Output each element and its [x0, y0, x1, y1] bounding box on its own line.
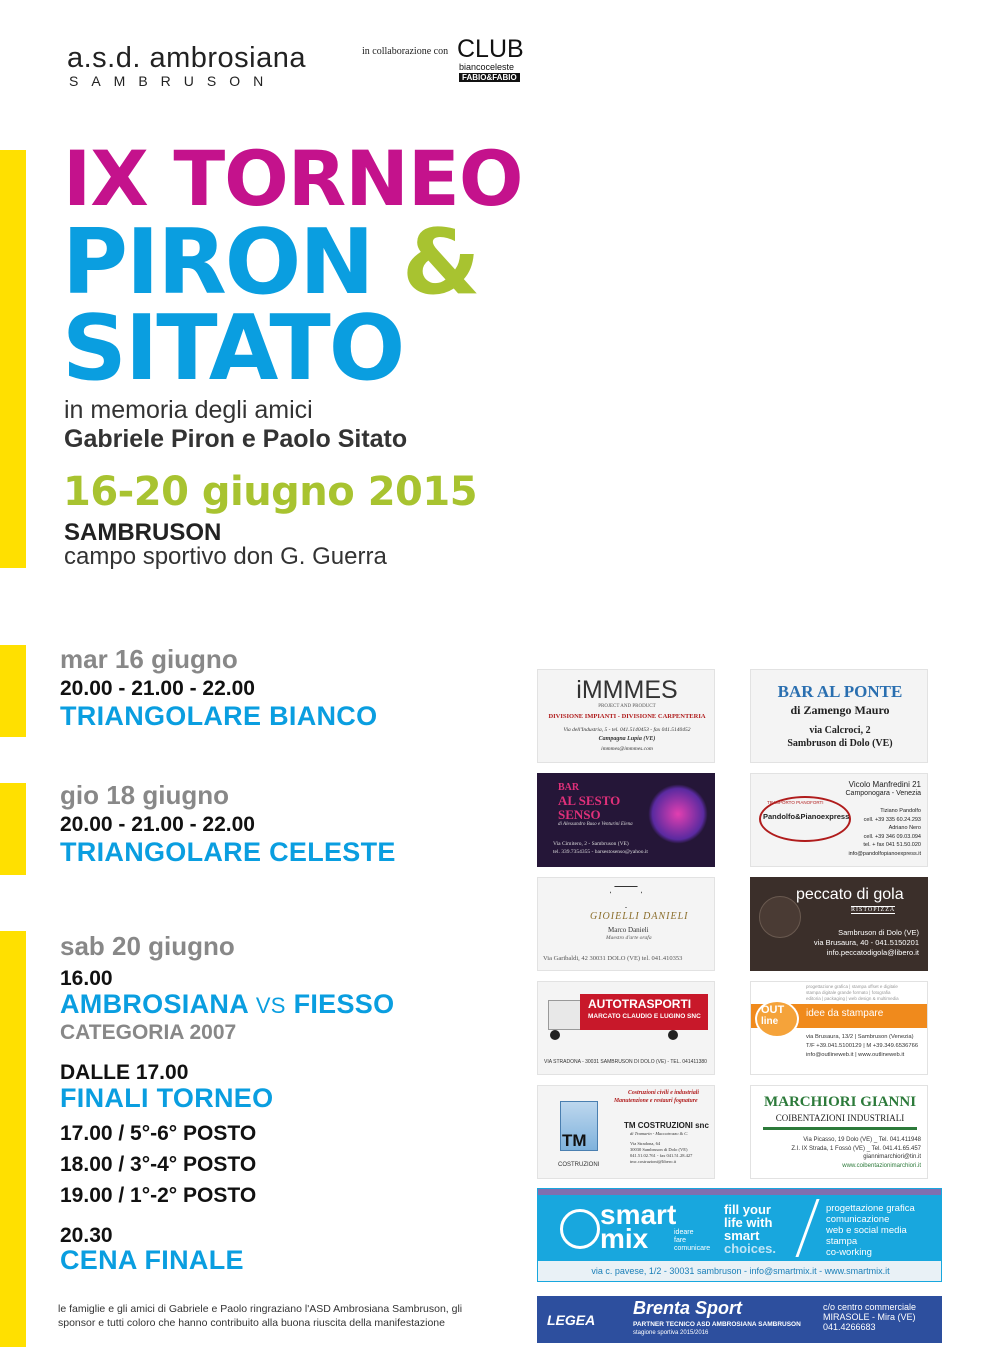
sesto-senso-owner: di Alessandro Buso e Venturini Elena [558, 822, 633, 827]
peccato-email: info.peccatodigola@libero.it [826, 948, 919, 957]
marchiori-contact: giannimarchiori@tin.it [863, 1154, 921, 1160]
smartmix-divider [795, 1199, 819, 1257]
day3-time2: DALLE 17.00 [60, 1061, 189, 1084]
ampersand: & [401, 210, 479, 315]
marchiori-contact: www.coibentazionimarchiori.it [842, 1162, 921, 1169]
outline-contact: via Brusaura, 13/2 | Sambruson (Venezia) [806, 1034, 914, 1040]
club-subtitle: biancoceleste [459, 62, 515, 72]
smartmix-tag: fare [674, 1237, 687, 1244]
pandolfo-addr2: Camponogara - Venezia [845, 790, 921, 797]
match-category: CATEGORIA 2007 [60, 1021, 237, 1044]
peccato-addr2: via Brusaura, 40 - 041.5150201 [813, 938, 919, 947]
club-logo: CLUB [457, 35, 524, 63]
smartmix-slogan [724, 1203, 776, 1255]
brenta-contact: 041.4266683 [823, 1322, 876, 1332]
tournament-dates: 16-20 giugno 2015 [63, 469, 478, 515]
pitch-artwork [560, 0, 984, 640]
tm-owner: di Tramarin - Maccatrozzo & C. [630, 1131, 689, 1136]
smartmix-service: progettazione grafica [826, 1203, 915, 1214]
day1-times: 20.00 - 21.00 - 22.00 [60, 677, 255, 700]
smartmix-tag: ideare [674, 1229, 694, 1236]
sesto-senso-name3: SENSO [558, 807, 601, 822]
marchiori-contacts [791, 1136, 921, 1170]
day3-label: sab 20 giugno [60, 931, 235, 961]
pandolfo-contact: info@pandolfopianoexpress.it [848, 850, 921, 857]
tm-contact: 041.51.02.761 - fax 041.51.28.427 [630, 1153, 693, 1158]
gioielli-person: Marco Danieli [608, 926, 649, 934]
smartmix-slogan-line: choices. [724, 1241, 777, 1256]
smartmix-slogan-line: smart [724, 1228, 760, 1243]
smartmix-service: web e social media [826, 1225, 907, 1236]
peccato-tag: RISTOPIZZA [851, 907, 896, 913]
immmes-line4: immmes@immmes.com [601, 746, 653, 752]
gioielli-addr: Via Garibaldi, 42 30031 DOLO (VE) tel. 041.410353 [543, 955, 683, 962]
dinner-label: CENA FINALE [60, 1245, 244, 1275]
autotrasporti-name: AUTOTRASPORTI [588, 997, 692, 1011]
marchiori-contact: Z.I. IX Strada, 1 Fossò (VE) _ Tel. 041.41.65.457 [791, 1145, 921, 1152]
immmes-line2: Via dell'Industria, 5 - tel. 041.5140453 - fax 041.5140452 [563, 727, 691, 733]
thanks-note: le famiglie e gli amici di Gabriele e Paolo ringraziano l'ASD Ambrosiana Sambruson, gli sponsor e tutti coloro che hanno contribuito alla buona riuscita della manifestazione [58, 1303, 463, 1329]
smartmix-footer: via c. pavese, 1/2 - 30031 sambruson - info@smartmix.it - www.smartmix.it [591, 1266, 890, 1276]
sesto-senso-phone: tel. 339.7354355 - barsestosenso@yahoo.it [553, 849, 648, 855]
outline-service: progettazione grafica | stampa offset e digitale [806, 984, 898, 989]
finals-label: FINALI TORNEO [60, 1083, 274, 1113]
day3-time1: 16.00 [60, 967, 113, 990]
pandolfo-addr1: Vicolo Manfredini 21 [848, 780, 921, 789]
sponsor-peccato-di-gola [750, 877, 928, 971]
sponsor-immmes [537, 669, 715, 763]
immmes-tag: PROJECT AND PRODUCT [598, 704, 656, 709]
collaboration-label: in collaborazione con [362, 46, 449, 57]
pandolfo-contact: cell. +39 346 09.03.094 [863, 833, 921, 840]
pandolfo-brand: Pandolfo&Pianoexpress [763, 812, 850, 821]
bar-ponte-addr2: Sambruson di Dolo (VE) [787, 738, 893, 749]
day1-label: mar 16 giugno [60, 644, 238, 674]
sponsor-pandolfo [750, 773, 928, 867]
smartmix-slogan-line: life with [724, 1215, 773, 1230]
sponsor-marchiori [750, 1085, 928, 1179]
bar-ponte-owner: di Zamengo Mauro [790, 703, 890, 717]
pandolfo-contacts [848, 807, 921, 858]
diamond-icon [610, 886, 642, 908]
finals-slot: 18.00 / 3°-4° POSTO [60, 1153, 257, 1176]
sesto-senso-name1: BAR [558, 782, 580, 793]
peccato-addr1: Sambruson di Dolo (VE) [838, 928, 919, 937]
tm-line2: Manutenzione e restauri fognature [614, 1098, 698, 1104]
sponsor-sesto-senso [537, 773, 715, 867]
accent-bar [0, 783, 26, 875]
organizer-town: SAMBRUSON [69, 73, 277, 89]
day2-event: TRIANGOLARE CELESTE [60, 837, 396, 867]
truck-wheel-icon [550, 1030, 560, 1040]
tournament-edition: IX TORNEO [63, 134, 523, 223]
outline-contacts [806, 1033, 918, 1060]
sponsor-outline [750, 981, 928, 1075]
sponsor-bar-al-ponte [750, 669, 928, 763]
brenta-name: Brenta Sport [633, 1298, 743, 1318]
tm-line1: Costruzioni civili e industriali [628, 1090, 700, 1096]
outline-services [806, 984, 899, 1002]
marchiori-name: MARCHIORI GIANNI [763, 1094, 917, 1110]
tournament-name-line1: PIRON & [62, 210, 479, 315]
truck-cab-icon [548, 1000, 582, 1030]
immmes-line3: Campagna Lupia (VE) [598, 736, 656, 742]
day1-event: TRIANGOLARE BIANCO [60, 701, 378, 731]
accent-bar [0, 150, 26, 568]
smartmix-service: comunicazione [826, 1214, 890, 1225]
smartmix-slogan-line: fill your [724, 1202, 771, 1217]
finals-slot: 19.00 / 1°-2° POSTO [60, 1184, 257, 1207]
brenta-sub1: PARTNER TECNICO ASD AMBROSIANA SAMBRUSON [633, 1321, 801, 1328]
tm-logo-sub: COSTRUZIONI [558, 1162, 600, 1168]
sesto-senso-graphic [648, 784, 708, 844]
pandolfo-brand-top: TRASPORTO PIANOFORTI [767, 800, 824, 805]
outline-logo-text2: line [761, 1016, 779, 1027]
marchiori-contact: Via Picasso, 19 Dolo (VE) _ Tel. 041.411948 [803, 1137, 921, 1143]
marchiori-divider [763, 1127, 917, 1130]
tm-logo: TM [562, 1131, 587, 1150]
tm-contact: tmc.costruzioni@libero.it [630, 1159, 677, 1164]
tm-contact: Via Stradona, 64 [630, 1141, 661, 1146]
immmes-logo: iMMMES [576, 676, 678, 704]
smartmix-tag: comunicare [674, 1245, 711, 1252]
brenta-contacts [823, 1302, 916, 1332]
sponsor-gioielli-danieli [537, 877, 715, 971]
sesto-senso-addr: Via Cimitero, 2 - Sambruson (VE) [553, 841, 629, 847]
smartmix-bubble-icon [560, 1209, 600, 1249]
outline-logo-text1: OUT [761, 1004, 785, 1016]
match-label: AMBROSIANA VS FIESSO [60, 989, 395, 1019]
day2-times: 20.00 - 21.00 - 22.00 [60, 813, 255, 836]
tm-contacts [630, 1141, 692, 1165]
organizer-logo: a.s.d. ambrosiana [67, 42, 307, 74]
venue-field: campo sportivo don G. Guerra [64, 543, 387, 570]
outline-service: editoria | packaging | web design & multimedia [806, 996, 899, 1001]
smartmix-logo1: smart [600, 1199, 677, 1230]
club-tag: FABIO&FABIO [459, 73, 520, 82]
day2-label: gio 18 giugno [60, 780, 229, 810]
tm-contact: 30030 Sambruson di Dolo (VE) [630, 1147, 688, 1152]
day3-time3: 20.30 [60, 1224, 113, 1247]
outline-service: stampa digitale grande formato | fotografia [806, 990, 891, 995]
pandolfo-contact: Adriano Nero [888, 825, 921, 831]
accent-bar [0, 645, 26, 737]
sesto-senso-name2: AL SESTO [558, 793, 621, 808]
truck-wheel-icon [668, 1030, 678, 1040]
sponsor-smartmix [537, 1188, 942, 1282]
finals-slot: 17.00 / 5°-6° POSTO [60, 1122, 257, 1145]
sponsor-tm-costruzioni [537, 1085, 715, 1179]
pandolfo-contact: tel. + fax 041 51.50.020 [863, 842, 921, 848]
accent-bar [0, 931, 26, 1347]
brenta-contact: c/o centro commerciale [823, 1302, 917, 1312]
outline-contact: info@outlineweb.it | www.outlineweb.it [806, 1052, 905, 1058]
pizza-icon [759, 896, 801, 938]
tournament-name-line2: SITATO [62, 296, 404, 401]
outline-slogan: idee da stampare [806, 1008, 884, 1019]
tm-name: TM COSTRUZIONI snc [624, 1121, 709, 1130]
smartmix-top-band [538, 1189, 942, 1195]
pandolfo-contact: cell. +39 335 60.24.293 [863, 816, 921, 823]
brenta-sub2: stagione sportiva 2015/2016 [633, 1330, 709, 1336]
autotrasporti-sub: MARCATO CLAUDIO E LUGINO SNC [588, 1013, 701, 1020]
marchiori-sub: COIBENTAZIONI INDUSTRIALI [775, 1113, 905, 1123]
smartmix-service: stampa [826, 1236, 858, 1247]
outline-contact: T/F +39.041.5100129 | M +39.349.6536766 [806, 1043, 919, 1049]
gioielli-name: GIOIELLI DANIELI [590, 911, 689, 922]
sponsor-brenta-sport [537, 1296, 942, 1343]
smartmix-service: co-working [826, 1247, 872, 1258]
pandolfo-contact: Tiziano Pandolfo [880, 808, 921, 814]
sponsor-autotrasporti [537, 981, 715, 1075]
autotrasporti-addr: VIA STRADONA - 30031 SAMBRUSON DI DOLO (VE) - TEL. 041411380 [544, 1059, 707, 1065]
memorial-names: Gabriele Piron e Paolo Sitato [64, 425, 408, 453]
immmes-line1: DIVISIONE IMPIANTI - DIVISIONE CARPENTERIA [548, 713, 706, 720]
gioielli-role: Maestro d'arte orafa [606, 935, 652, 941]
venue-town: SAMBRUSON [64, 519, 222, 546]
legea-logo: LEGEA [547, 1312, 596, 1328]
bar-ponte-name: BAR AL PONTE [777, 682, 903, 701]
bar-ponte-addr1: via Calcroci, 2 [809, 725, 871, 736]
smartmix-services [826, 1203, 915, 1258]
peccato-name: peccato di gola [796, 886, 904, 903]
smartmix-tags [674, 1229, 710, 1253]
memorial-intro: in memoria degli amici [64, 396, 313, 424]
brenta-contact: MIRASOLE - Mira (VE) [823, 1312, 916, 1322]
smartmix-logo2: mix [600, 1223, 649, 1254]
